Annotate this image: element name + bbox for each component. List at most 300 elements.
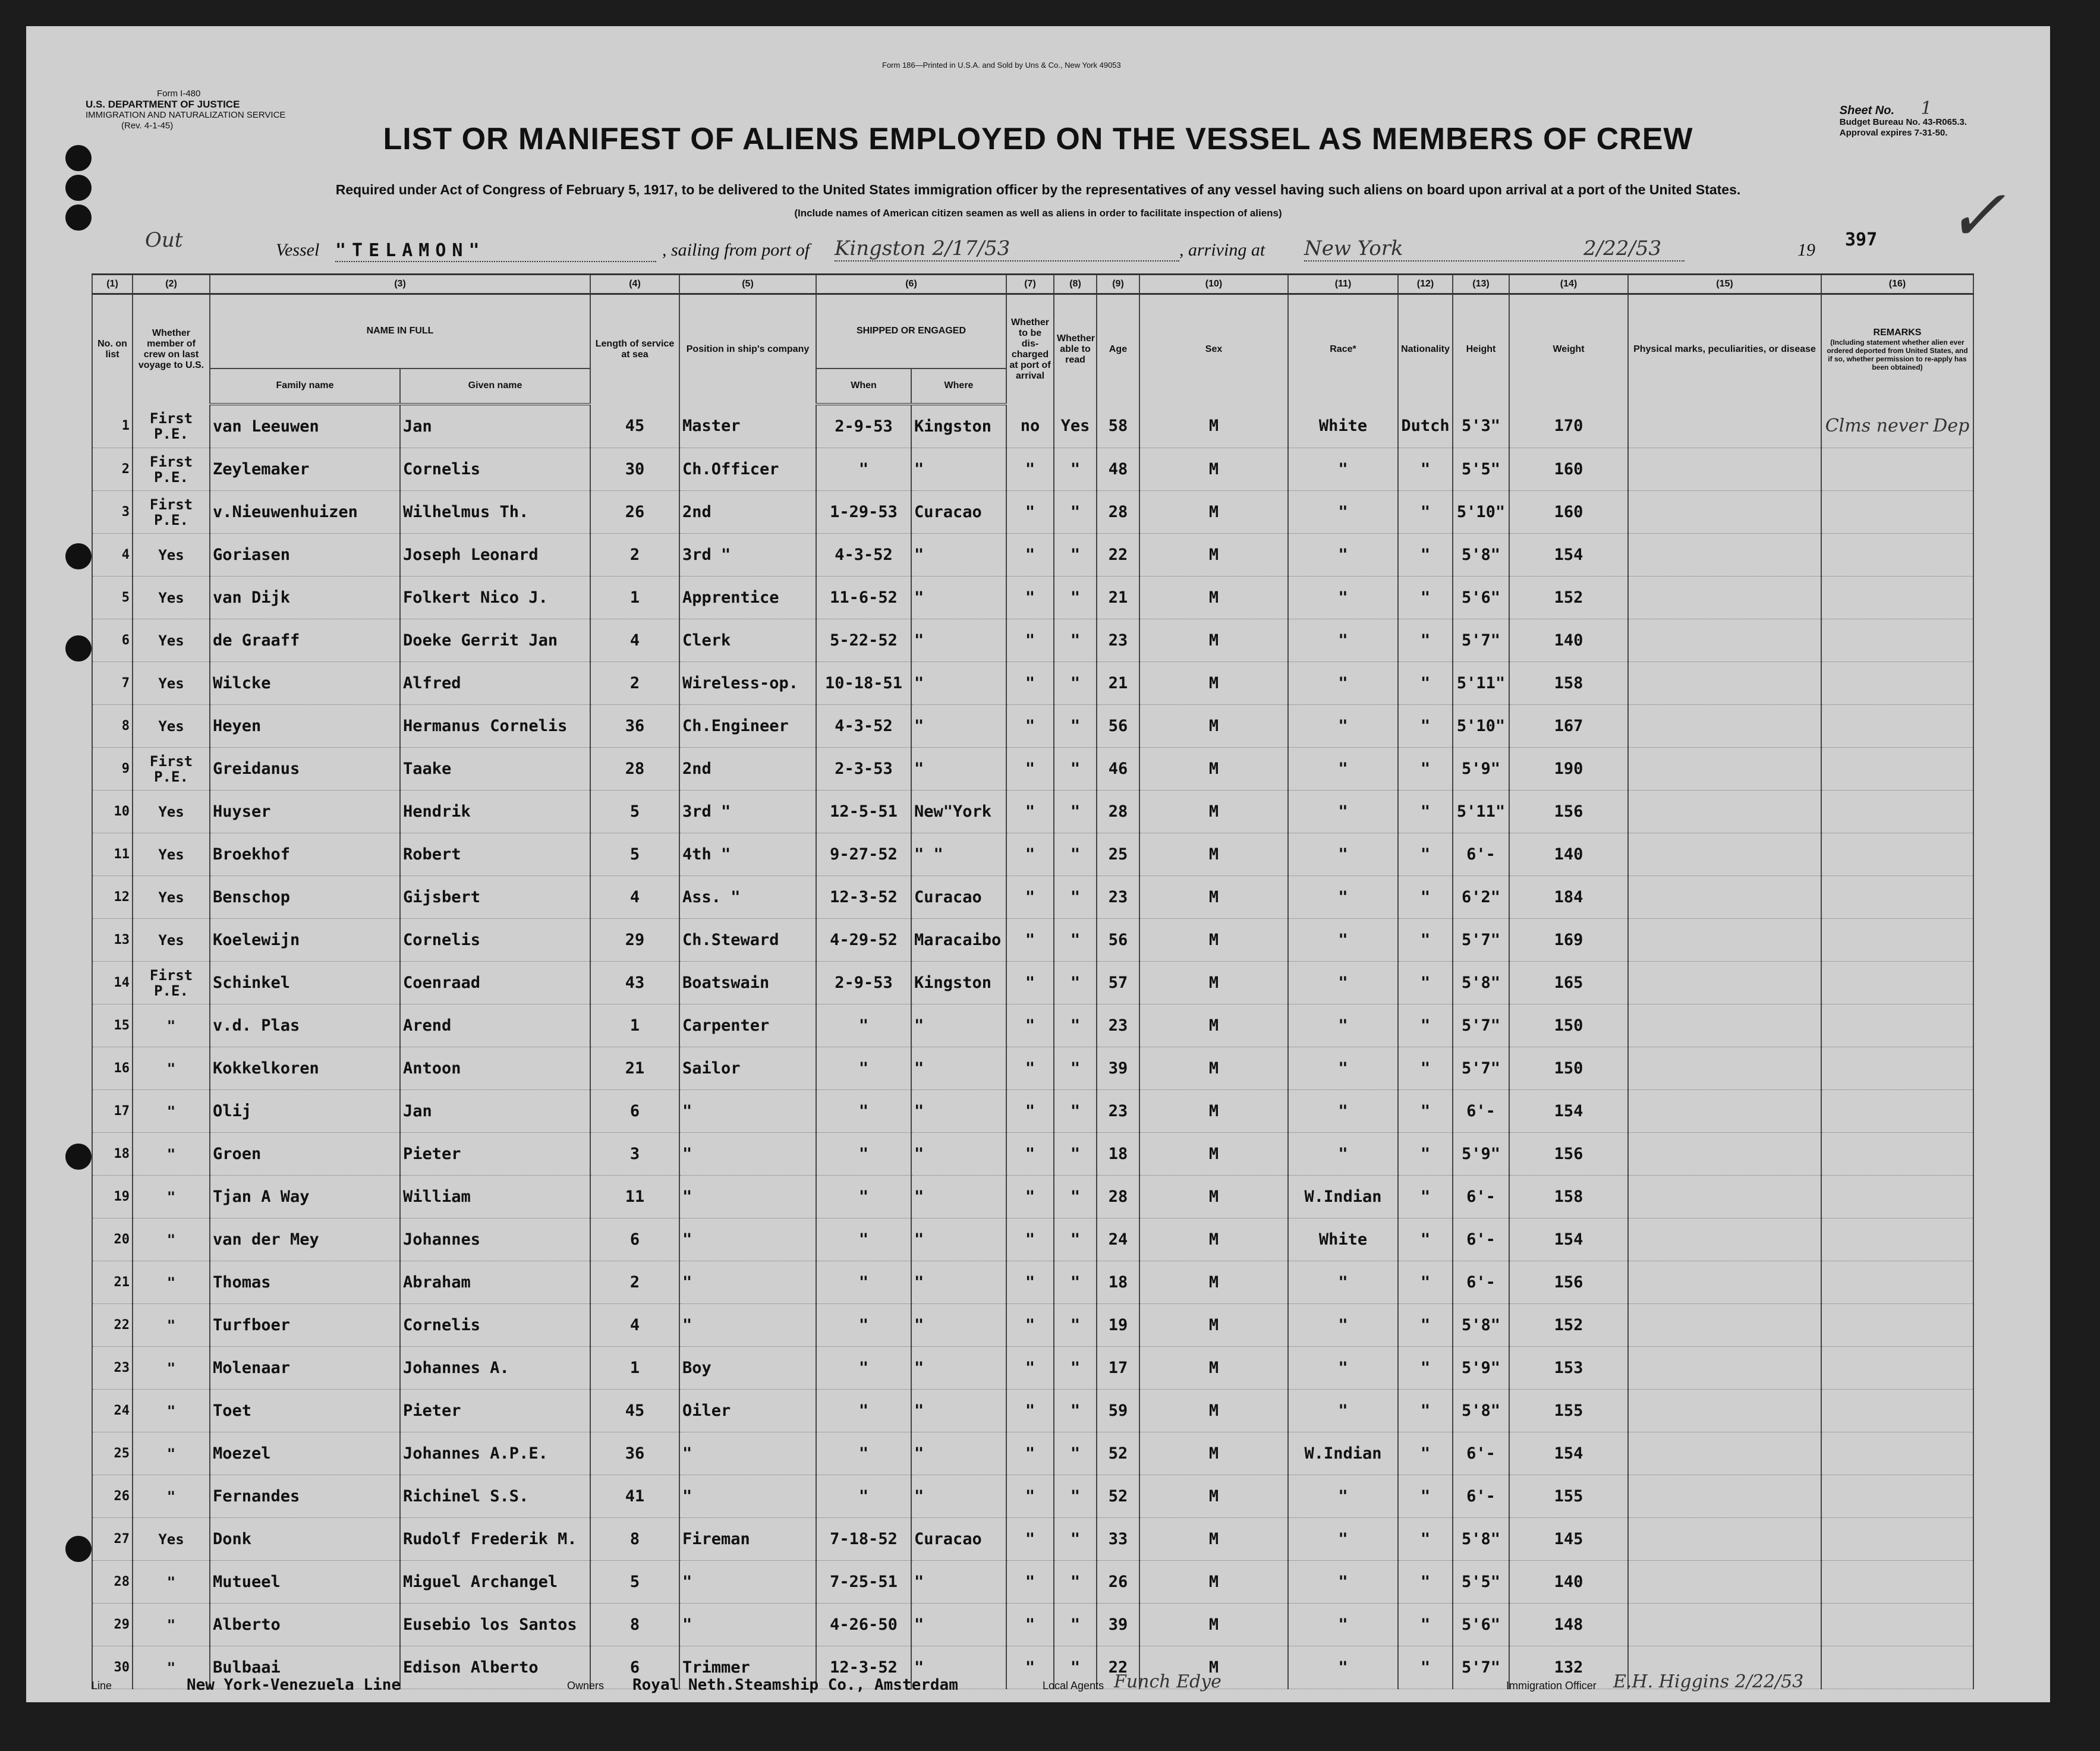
sex: M — [1139, 1047, 1288, 1090]
able-to-read: " — [1054, 748, 1097, 791]
position: 3rd " — [679, 791, 816, 833]
position: " — [679, 1176, 816, 1218]
owners-label: Owners — [567, 1680, 605, 1692]
given-name: Wilhelmus Th. — [400, 491, 590, 534]
race: " — [1288, 1090, 1398, 1133]
colnum: (16) — [1821, 275, 1973, 294]
able-to-read: " — [1054, 1304, 1097, 1347]
weight: 148 — [1509, 1604, 1628, 1646]
discharged: " — [1006, 1090, 1054, 1133]
position: 2nd — [679, 748, 816, 791]
given-name: Pieter — [400, 1133, 590, 1176]
shipped-when: " — [816, 1432, 911, 1475]
position: 4th " — [679, 833, 816, 876]
shipped-when: " — [816, 1133, 911, 1176]
page-subtitle: Required under Act of Congress of February 5, 1917, to be delivered to the United States immigration officer by the representatives of any vessel having such aliens on board upon arrival at a port of the United States. — [335, 182, 1741, 197]
position: " — [679, 1261, 816, 1304]
race: " — [1288, 1475, 1398, 1518]
able-to-read: " — [1054, 1176, 1097, 1218]
height: 5'8" — [1453, 1518, 1509, 1561]
family-name: Donk — [210, 1518, 400, 1561]
able-to-read: " — [1054, 962, 1097, 1004]
able-to-read: " — [1054, 1432, 1097, 1475]
family-name: Schinkel — [210, 962, 400, 1004]
age: 22 — [1097, 1646, 1139, 1689]
family-name: de Graaff — [210, 619, 400, 662]
height: 5'11" — [1453, 662, 1509, 705]
given-name: Johannes — [400, 1218, 590, 1261]
row-number: 6 — [92, 619, 133, 662]
able-to-read: " — [1054, 791, 1097, 833]
remarks — [1821, 491, 1973, 534]
sex: M — [1139, 705, 1288, 748]
family-name: Broekhof — [210, 833, 400, 876]
family-name: Tjan A Way — [210, 1176, 400, 1218]
shipped-where: New"York — [911, 791, 1006, 833]
nationality: " — [1398, 833, 1453, 876]
member-last-voyage: First P.E. — [133, 448, 210, 491]
punch-hole — [65, 1144, 92, 1170]
remarks — [1821, 1304, 1973, 1347]
age: 28 — [1097, 491, 1139, 534]
remarks — [1821, 1133, 1973, 1176]
age: 46 — [1097, 748, 1139, 791]
height: 5'7" — [1453, 1047, 1509, 1090]
weight: 154 — [1509, 1218, 1628, 1261]
weight: 145 — [1509, 1518, 1628, 1561]
footer — [92, 1671, 1994, 1698]
physical-marks — [1628, 448, 1821, 491]
member-last-voyage: First P.E. — [133, 404, 210, 448]
shipped-where: " — [911, 1261, 1006, 1304]
shipped-when: " — [816, 1090, 911, 1133]
length-of-service: 8 — [590, 1518, 679, 1561]
nationality: " — [1398, 577, 1453, 619]
table-row — [92, 662, 1973, 705]
shipped-when: " — [816, 448, 911, 491]
officer-label: Immigration Officer — [1506, 1680, 1597, 1692]
height: 5'8" — [1453, 534, 1509, 577]
family-name: Alberto — [210, 1604, 400, 1646]
shipped-where: " — [911, 1176, 1006, 1218]
height: 5'9" — [1453, 1347, 1509, 1390]
col-family-name: Family name — [210, 369, 400, 404]
remarks — [1821, 1475, 1973, 1518]
nationality: " — [1398, 962, 1453, 1004]
shipped-when: 1-29-53 — [816, 491, 911, 534]
length-of-service: 3 — [590, 1133, 679, 1176]
col-where: Where — [911, 369, 1006, 404]
shipped-where: " — [911, 1604, 1006, 1646]
given-name: Eusebio los Santos — [400, 1604, 590, 1646]
sex: M — [1139, 577, 1288, 619]
nationality: " — [1398, 1176, 1453, 1218]
family-name: v.d. Plas — [210, 1004, 400, 1047]
race: " — [1288, 1261, 1398, 1304]
nationality: " — [1398, 1646, 1453, 1689]
given-name: Richinel S.S. — [400, 1475, 590, 1518]
shipped-where: " — [911, 1304, 1006, 1347]
remarks — [1821, 876, 1973, 919]
weight: 165 — [1509, 962, 1628, 1004]
race: " — [1288, 1133, 1398, 1176]
discharged: " — [1006, 833, 1054, 876]
height: 5'9" — [1453, 748, 1509, 791]
agents-value: Funch Edye — [1114, 1671, 1221, 1692]
position: Boatswain — [679, 962, 816, 1004]
given-name: Cornelis — [400, 448, 590, 491]
shipped-when: 2-9-53 — [816, 962, 911, 1004]
given-name: Coenraad — [400, 962, 590, 1004]
given-name: Hermanus Cornelis — [400, 705, 590, 748]
row-number: 25 — [92, 1432, 133, 1475]
length-of-service: 21 — [590, 1047, 679, 1090]
given-name: Jan — [400, 1090, 590, 1133]
remarks — [1821, 705, 1973, 748]
colnum: (14) — [1509, 275, 1628, 294]
shipped-when: 4-29-52 — [816, 919, 911, 962]
row-number: 11 — [92, 833, 133, 876]
able-to-read: " — [1054, 1047, 1097, 1090]
row-number: 18 — [92, 1133, 133, 1176]
given-name: Joseph Leonard — [400, 534, 590, 577]
table-row — [92, 1133, 1973, 1176]
length-of-service: 11 — [590, 1176, 679, 1218]
sex: M — [1139, 1390, 1288, 1432]
table-row — [92, 1561, 1973, 1604]
given-name: Taake — [400, 748, 590, 791]
nationality: " — [1398, 791, 1453, 833]
col-remarks — [1821, 294, 1973, 405]
discharged: " — [1006, 1133, 1054, 1176]
member-last-voyage: First P.E. — [133, 962, 210, 1004]
table-row — [92, 705, 1973, 748]
age: 21 — [1097, 662, 1139, 705]
length-of-service: 45 — [590, 1390, 679, 1432]
physical-marks — [1628, 791, 1821, 833]
discharged: " — [1006, 491, 1054, 534]
remarks — [1821, 1176, 1973, 1218]
race: " — [1288, 1347, 1398, 1390]
position: Master — [679, 404, 816, 448]
member-last-voyage: Yes — [133, 833, 210, 876]
age: 28 — [1097, 1176, 1139, 1218]
department: U.S. DEPARTMENT OF JUSTICE — [86, 99, 240, 110]
officer-value: E.H. Higgins 2/22/53 — [1613, 1671, 1804, 1692]
nationality: " — [1398, 1475, 1453, 1518]
table-row — [92, 1218, 1973, 1261]
member-last-voyage: " — [133, 1561, 210, 1604]
physical-marks — [1628, 876, 1821, 919]
col-height: Height — [1453, 294, 1509, 405]
nationality: " — [1398, 491, 1453, 534]
shipped-where: " — [911, 577, 1006, 619]
remarks-subtitle: (Including statement whether alien ever ordered deported from United States, and if so, whether permission to re-apply has been obtained) — [1827, 338, 1968, 371]
punch-hole — [65, 635, 92, 662]
shipped-where: " — [911, 1475, 1006, 1518]
table-row — [92, 1475, 1973, 1518]
row-number: 8 — [92, 705, 133, 748]
nationality: " — [1398, 1561, 1453, 1604]
sex: M — [1139, 1646, 1288, 1689]
race: White — [1288, 1218, 1398, 1261]
shipped-where: " — [911, 619, 1006, 662]
discharged: " — [1006, 662, 1054, 705]
colnum: (10) — [1139, 275, 1288, 294]
family-name: Zeylemaker — [210, 448, 400, 491]
length-of-service: 6 — [590, 1090, 679, 1133]
position: Ch.Engineer — [679, 705, 816, 748]
agents-label: Local Agents — [1043, 1680, 1104, 1692]
physical-marks — [1628, 491, 1821, 534]
position: " — [679, 1561, 816, 1604]
given-name: Cornelis — [400, 1304, 590, 1347]
length-of-service: 4 — [590, 619, 679, 662]
remarks — [1821, 1218, 1973, 1261]
family-name: Benschop — [210, 876, 400, 919]
age: 19 — [1097, 1304, 1139, 1347]
weight: 150 — [1509, 1047, 1628, 1090]
row-number: 9 — [92, 748, 133, 791]
table-row — [92, 876, 1973, 919]
member-last-voyage: " — [133, 1390, 210, 1432]
shipped-when: 5-22-52 — [816, 619, 911, 662]
row-number: 17 — [92, 1090, 133, 1133]
shipped-when: " — [816, 1047, 911, 1090]
age: 18 — [1097, 1261, 1139, 1304]
nationality: " — [1398, 1090, 1453, 1133]
sex: M — [1139, 1518, 1288, 1561]
physical-marks — [1628, 577, 1821, 619]
height: 5'9" — [1453, 1133, 1509, 1176]
age: 52 — [1097, 1475, 1139, 1518]
nationality: " — [1398, 1133, 1453, 1176]
physical-marks — [1628, 1133, 1821, 1176]
shipped-where: " — [911, 1004, 1006, 1047]
colnum: (5) — [679, 275, 816, 294]
shipped-where: Kingston — [911, 962, 1006, 1004]
nationality: " — [1398, 705, 1453, 748]
sex: M — [1139, 1261, 1288, 1304]
age: 39 — [1097, 1047, 1139, 1090]
weight: 152 — [1509, 1304, 1628, 1347]
row-number: 23 — [92, 1347, 133, 1390]
nationality: " — [1398, 748, 1453, 791]
shipped-when: 7-18-52 — [816, 1518, 911, 1561]
length-of-service: 36 — [590, 1432, 679, 1475]
nationality: " — [1398, 534, 1453, 577]
given-name: William — [400, 1176, 590, 1218]
able-to-read: " — [1054, 1218, 1097, 1261]
family-name: Koelewijn — [210, 919, 400, 962]
nationality: " — [1398, 1261, 1453, 1304]
shipped-where: " — [911, 1432, 1006, 1475]
able-to-read: " — [1054, 1133, 1097, 1176]
colnum: (4) — [590, 275, 679, 294]
able-to-read: " — [1054, 833, 1097, 876]
age: 23 — [1097, 1090, 1139, 1133]
discharged: " — [1006, 876, 1054, 919]
colnum: (3) — [210, 275, 590, 294]
row-number: 28 — [92, 1561, 133, 1604]
race: " — [1288, 705, 1398, 748]
race: " — [1288, 662, 1398, 705]
row-number: 7 — [92, 662, 133, 705]
length-of-service: 1 — [590, 1004, 679, 1047]
family-name: Turfboer — [210, 1304, 400, 1347]
height: 5'7" — [1453, 1004, 1509, 1047]
remarks — [1821, 1261, 1973, 1304]
table-row — [92, 448, 1973, 491]
given-name: Doeke Gerrit Jan — [400, 619, 590, 662]
sex: M — [1139, 833, 1288, 876]
discharged: " — [1006, 619, 1054, 662]
table-row — [92, 1304, 1973, 1347]
position: Fireman — [679, 1518, 816, 1561]
able-to-read: " — [1054, 876, 1097, 919]
row-number: 22 — [92, 1304, 133, 1347]
shipped-when: " — [816, 1475, 911, 1518]
physical-marks — [1628, 705, 1821, 748]
discharged: " — [1006, 1004, 1054, 1047]
discharged: no — [1006, 404, 1054, 448]
discharged: " — [1006, 1561, 1054, 1604]
sex: M — [1139, 619, 1288, 662]
able-to-read: " — [1054, 1090, 1097, 1133]
row-number: 14 — [92, 962, 133, 1004]
family-name: v.Nieuwenhuizen — [210, 491, 400, 534]
line-label: Line — [92, 1680, 112, 1692]
table-row — [92, 1518, 1973, 1561]
remarks — [1821, 1604, 1973, 1646]
family-name: Molenaar — [210, 1347, 400, 1390]
sex: M — [1139, 404, 1288, 448]
position: Wireless-op. — [679, 662, 816, 705]
nationality: " — [1398, 1047, 1453, 1090]
race: " — [1288, 962, 1398, 1004]
budget-bureau: Budget Bureau No. 43-R065.3. — [1839, 117, 1967, 127]
remarks — [1821, 1347, 1973, 1390]
punch-hole — [65, 1536, 92, 1562]
race: " — [1288, 1004, 1398, 1047]
family-name: Groen — [210, 1133, 400, 1176]
vessel-mark: Out — [145, 228, 183, 252]
length-of-service: 6 — [590, 1218, 679, 1261]
given-name: Antoon — [400, 1047, 590, 1090]
sex: M — [1139, 1432, 1288, 1475]
position: " — [679, 1604, 816, 1646]
member-last-voyage: Yes — [133, 876, 210, 919]
nationality: " — [1398, 1390, 1453, 1432]
able-to-read: " — [1054, 448, 1097, 491]
family-name: Olij — [210, 1090, 400, 1133]
physical-marks — [1628, 662, 1821, 705]
row-number: 3 — [92, 491, 133, 534]
height: 5'5" — [1453, 1561, 1509, 1604]
colnum: (6) — [816, 275, 1006, 294]
colnum: (12) — [1398, 275, 1453, 294]
manifest-sheet — [26, 26, 2050, 1702]
family-name: van der Mey — [210, 1218, 400, 1261]
discharged: " — [1006, 1432, 1054, 1475]
line-value: New York-Venezuela Line — [187, 1676, 401, 1694]
row-number: 27 — [92, 1518, 133, 1561]
age: 17 — [1097, 1347, 1139, 1390]
page-subnote: (Include names of American citizen seamen as well as aliens in order to facilitate inspection of aliens) — [794, 207, 1282, 219]
position: Ass. " — [679, 876, 816, 919]
column-header-row — [92, 294, 1973, 369]
discharged: " — [1006, 1047, 1054, 1090]
shipped-when: " — [816, 1176, 911, 1218]
member-last-voyage: " — [133, 1218, 210, 1261]
height: 6'- — [1453, 833, 1509, 876]
age: 26 — [1097, 1561, 1139, 1604]
nationality: " — [1398, 1432, 1453, 1475]
able-to-read: " — [1054, 619, 1097, 662]
member-last-voyage: " — [133, 1176, 210, 1218]
shipped-when: 4-26-50 — [816, 1604, 911, 1646]
member-last-voyage: " — [133, 1133, 210, 1176]
table-row — [92, 962, 1973, 1004]
weight: 160 — [1509, 448, 1628, 491]
row-number: 10 — [92, 791, 133, 833]
able-to-read: Yes — [1054, 404, 1097, 448]
column-number-row — [92, 275, 1973, 294]
arrival-date: 2/22/53 — [1583, 237, 1662, 260]
able-to-read: " — [1054, 1475, 1097, 1518]
remarks-title: REMARKS — [1873, 327, 1922, 338]
family-name: Goriasen — [210, 534, 400, 577]
given-name: Miguel Archangel — [400, 1561, 590, 1604]
position: " — [679, 1218, 816, 1261]
nationality: " — [1398, 1218, 1453, 1261]
col-member-last-voyage: Whether member of crew on last voyage to U.S. — [133, 294, 210, 405]
race: White — [1288, 404, 1398, 448]
sex: M — [1139, 448, 1288, 491]
table-row — [92, 1047, 1973, 1090]
length-of-service: 28 — [590, 748, 679, 791]
row-number: 1 — [92, 404, 133, 448]
sailing-port: Kingston 2/17/53 — [835, 237, 1179, 262]
given-name: Hendrik — [400, 791, 590, 833]
given-name: Abraham — [400, 1261, 590, 1304]
given-name: Alfred — [400, 662, 590, 705]
length-of-service: 4 — [590, 876, 679, 919]
table-row — [92, 404, 1973, 448]
weight: 140 — [1509, 619, 1628, 662]
member-last-voyage: Yes — [133, 705, 210, 748]
height: 5'6" — [1453, 577, 1509, 619]
weight: 169 — [1509, 919, 1628, 962]
position: Trimmer — [679, 1646, 816, 1689]
physical-marks — [1628, 919, 1821, 962]
arriving-port: New York — [1304, 237, 1685, 262]
table-row — [92, 1432, 1973, 1475]
table-row — [92, 619, 1973, 662]
age: 57 — [1097, 962, 1139, 1004]
race: " — [1288, 1047, 1398, 1090]
sheet-number: 1 — [1920, 98, 1932, 119]
sex: M — [1139, 876, 1288, 919]
height: 5'10" — [1453, 705, 1509, 748]
weight: 158 — [1509, 1176, 1628, 1218]
nationality: " — [1398, 662, 1453, 705]
weight: 154 — [1509, 534, 1628, 577]
table-row — [92, 1261, 1973, 1304]
discharged: " — [1006, 1390, 1054, 1432]
sheet-label: Sheet No. — [1839, 104, 1895, 117]
family-name: Bulbaai — [210, 1646, 400, 1689]
